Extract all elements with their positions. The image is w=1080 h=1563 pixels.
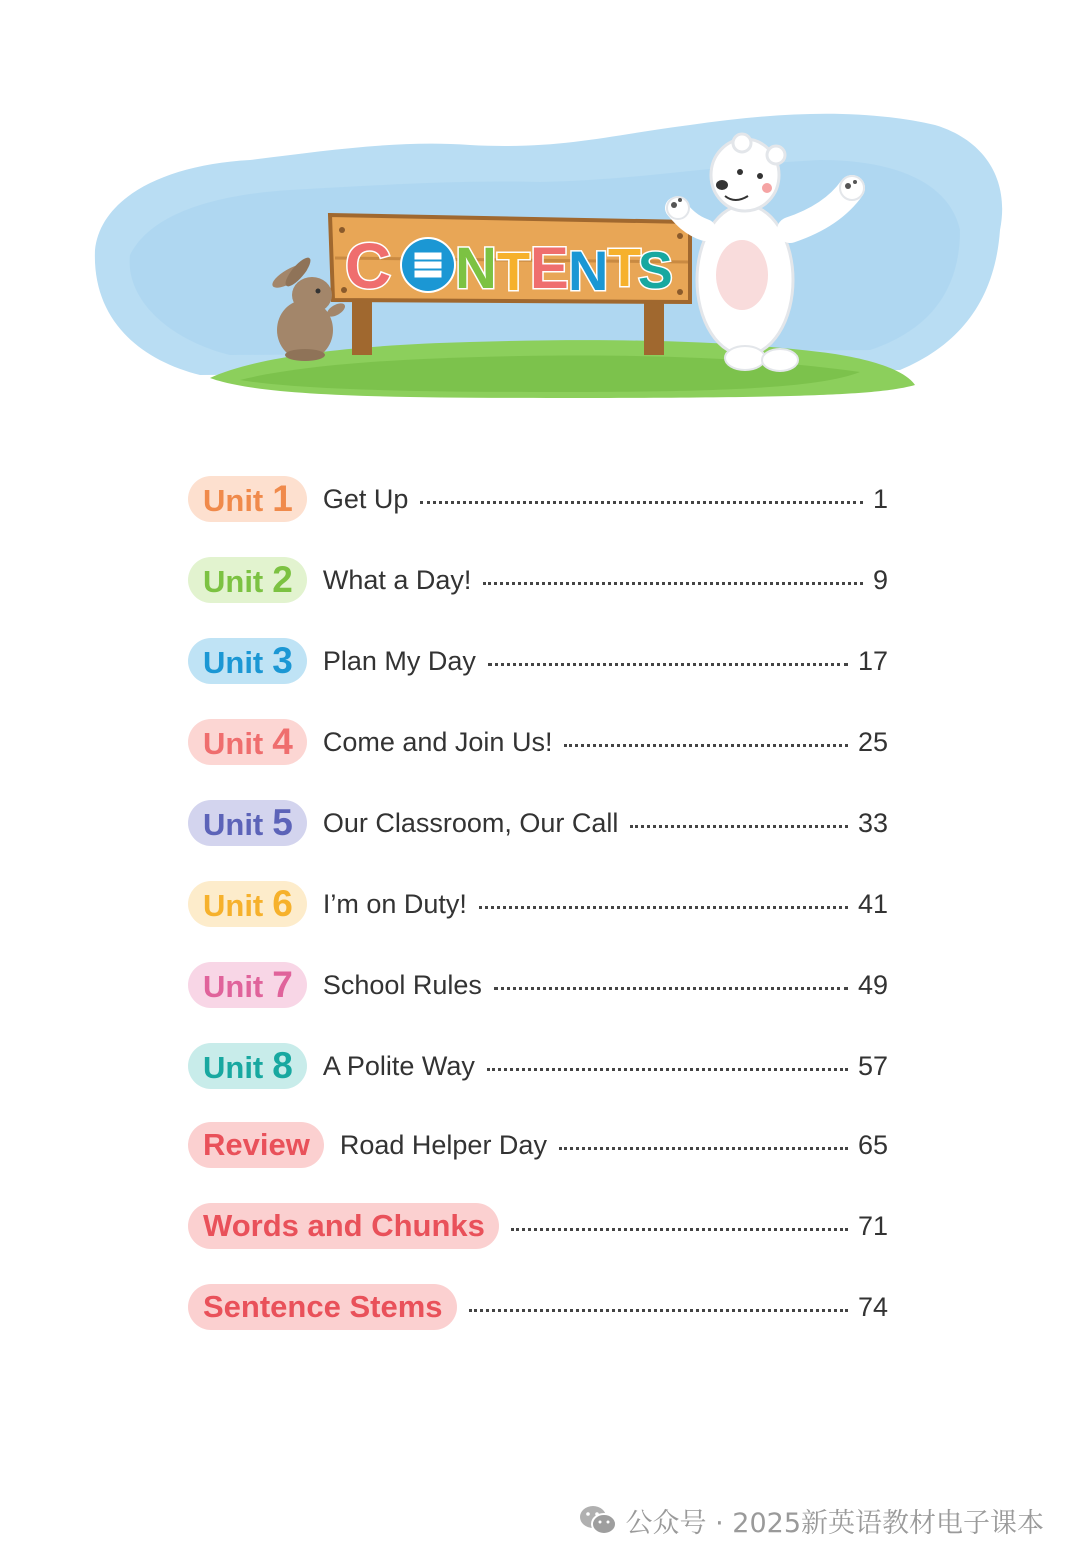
toc-row[interactable] <box>188 475 888 523</box>
toc-badge-label: Unit <box>203 969 264 1004</box>
toc-badge <box>188 719 307 765</box>
toc-badge-label: Sentence Stems <box>203 1289 443 1324</box>
svg-text:N: N <box>568 239 609 302</box>
toc-page-number: 71 <box>857 1210 888 1241</box>
toc-badge-number: 2 <box>272 559 293 600</box>
footer-watermark <box>578 1500 1044 1540</box>
svg-text:S: S <box>638 242 673 300</box>
toc-badge <box>188 476 307 522</box>
svg-text:T: T <box>497 242 530 302</box>
toc-badge <box>188 800 307 846</box>
toc-row[interactable] <box>188 1283 888 1331</box>
toc-leader-dots <box>564 744 848 747</box>
toc-page-number: 57 <box>857 1050 888 1081</box>
toc-leader-dots <box>479 906 848 909</box>
toc-badge-label: Unit <box>203 807 264 842</box>
toc-badge-label: Unit <box>203 726 264 761</box>
toc-badge-label: Unit <box>203 1050 264 1085</box>
toc-badge <box>188 1043 307 1089</box>
toc-badge-number: 8 <box>272 1045 293 1086</box>
toc-leader-dots <box>630 825 848 828</box>
toc-badge-label: Unit <box>203 564 264 599</box>
wechat-icon <box>578 1503 618 1537</box>
toc-leader-dots <box>483 582 863 585</box>
toc-badge <box>188 1122 324 1168</box>
toc-row[interactable] <box>188 961 888 1009</box>
toc-leader-dots <box>487 1068 848 1071</box>
toc-leader-dots <box>559 1147 848 1150</box>
toc-row[interactable] <box>188 1121 888 1169</box>
toc-page-number: 41 <box>857 888 888 919</box>
toc-leader-dots <box>488 663 848 666</box>
svg-text:C: C <box>345 230 392 302</box>
toc-row[interactable] <box>188 556 888 604</box>
toc-leader-dots <box>469 1309 848 1312</box>
toc-leader-dots <box>420 501 863 504</box>
toc-title: Road Helper Day <box>339 1129 547 1160</box>
toc-row[interactable] <box>188 718 888 766</box>
svg-text:E: E <box>530 236 569 301</box>
toc-row[interactable] <box>188 1042 888 1090</box>
toc-badge-number: 3 <box>272 640 293 681</box>
toc-badge-label: Unit <box>203 483 264 518</box>
toc-badge <box>188 881 307 927</box>
toc-page-number: 1 <box>872 483 888 514</box>
svg-text:T: T <box>608 238 641 298</box>
toc-badge-label: Unit <box>203 645 264 680</box>
toc-badge-label: Review <box>203 1127 310 1162</box>
toc-title: School Rules <box>322 969 482 1000</box>
toc-row[interactable] <box>188 880 888 928</box>
toc-page-number: 33 <box>857 807 888 838</box>
toc-badge <box>188 962 307 1008</box>
toc-badge-label: Words and Chunks <box>203 1208 485 1243</box>
toc-badge <box>188 1203 499 1249</box>
toc-leader-dots <box>511 1228 848 1231</box>
toc-row[interactable] <box>188 1202 888 1250</box>
toc-badge-number: 4 <box>272 721 293 762</box>
toc-title: Plan My Day <box>322 645 476 676</box>
toc-badge-number: 7 <box>272 964 293 1005</box>
toc-badge-number: 6 <box>272 883 293 924</box>
toc-leader-dots <box>494 987 848 990</box>
toc-title: Come and Join Us! <box>322 726 553 757</box>
toc-badge-label: Unit <box>203 888 264 923</box>
toc-badge <box>188 1284 457 1330</box>
toc-page-number: 17 <box>857 645 888 676</box>
toc-title: What a Day! <box>322 564 472 595</box>
toc-page-number: 25 <box>857 726 888 757</box>
toc-page-number: 74 <box>857 1291 888 1322</box>
toc-row[interactable] <box>188 637 888 685</box>
toc-badge-number: 1 <box>272 478 293 519</box>
footer-text: 公众号 · 2025新英语教材电子课本 <box>625 1507 1044 1539</box>
toc-title: Our Classroom, Our Call <box>322 807 619 838</box>
toc-badge <box>188 557 307 603</box>
toc-row[interactable] <box>188 799 888 847</box>
toc-page-number: 9 <box>872 564 888 595</box>
toc-page-number: 49 <box>857 969 888 1000</box>
toc-page-number: 65 <box>857 1129 888 1160</box>
toc-badge-number: 5 <box>272 802 293 843</box>
svg-text:N: N <box>455 236 497 301</box>
toc-title: I’m on Duty! <box>322 888 467 919</box>
toc-title: Get Up <box>322 483 409 514</box>
toc-badge <box>188 638 307 684</box>
toc-title: A Polite Way <box>322 1050 475 1081</box>
